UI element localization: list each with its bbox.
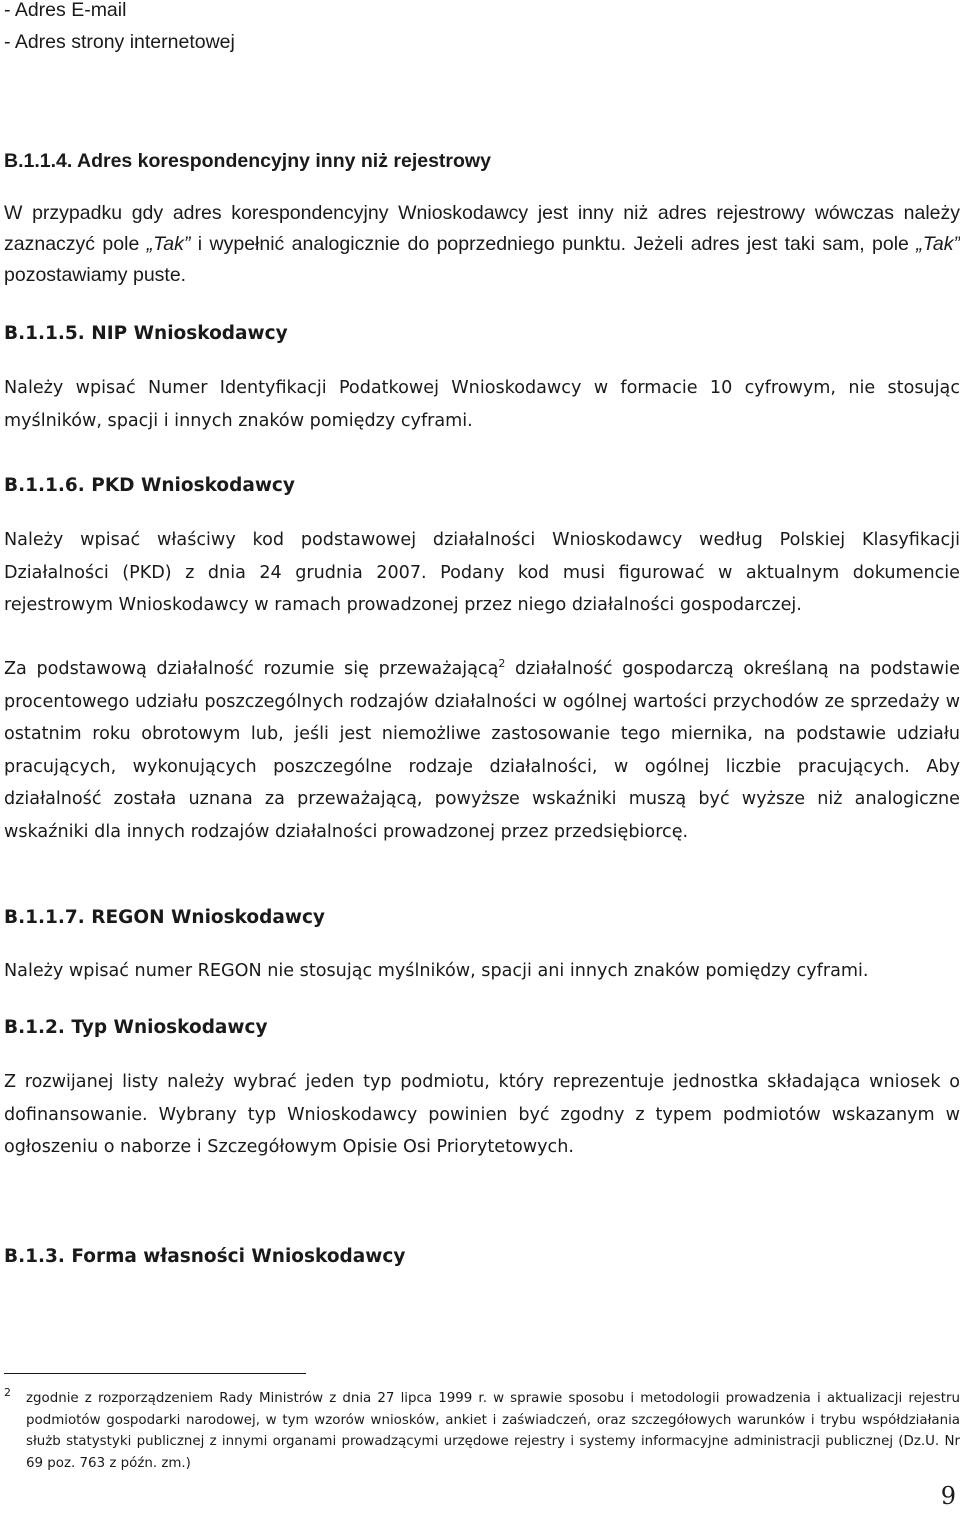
heading-b13: B.1.3. Forma własności Wnioskodawcy (4, 1246, 406, 1267)
footnote (4, 1388, 960, 1474)
footnote-mark: 2 (4, 1386, 11, 1399)
tak-field-label: „Tak” (146, 233, 191, 255)
footnote-reference: 2 (498, 657, 506, 671)
paragraph-b1115: Należy wpisać Numer Identyfikacji Podatkowej Wnioskodawcy w formacie 10 cyfrowym, nie stosując myślników, spacji i innych znaków pomiędzy cyframi. (4, 378, 960, 431)
heading-b1116: B.1.1.6. PKD Wnioskodawcy (4, 475, 295, 496)
footnote-separator (4, 1373, 306, 1374)
footnote-text: zgodnie z rozporządzeniem Rady Ministrów z dnia 27 lipca 1999 r. w sprawie sposobu i metodologii prowadzenia i aktualizacji rejestru podmiotów gospodarki narodowej, w tym wzorów wniosków, ankiet i zaświadczeń, oraz szczegółowych warunków i trybu współdziałania służb statystyki publicznej z innymi organami prowadzącymi urzędowe rejestry i systemy informacyjne administracji publicznej (Dz.U. Nr 69 poz. 763 z późn. zm.) (26, 1391, 960, 1471)
heading-b1117: B.1.1.7. REGON Wnioskodawcy (4, 907, 325, 928)
paragraph-b1117: Należy wpisać numer REGON nie stosując myślników, spacji ani innych znaków pomiędzy cyframi. (4, 961, 869, 981)
heading-b12: B.1.2. Typ Wnioskodawcy (4, 1017, 268, 1038)
heading-b1115: B.1.1.5. NIP Wnioskodawcy (4, 323, 288, 344)
heading-b1114: B.1.1.4. Adres korespondencyjny inny niż rejestrowy (4, 150, 491, 172)
paragraph-b1116-1: Należy wpisać właściwy kod podstawowej działalności Wnioskodawcy według Polskiej Klasyfikacji Działalności (PKD) z dnia 24 grudnia 2007. Podany kod musi figurować w aktualnym dokumencie rejestrowym Wnioskodawcy w ramach prowadzonej przez niego działalności gospodarczej. (4, 530, 960, 615)
page-number: 9 (940, 1482, 956, 1510)
paragraph-b1116-2: Za podstawową działalność rozumie się przeważającą$^2$ działalność gospodarczą określaną na podstawie procentowego udziału poszczególnych rodzajów działalności w ogólnej wartości przychodów ze sprzedaży w ostatnim roku obrotowym lub, jeśli jest niemożliwe zastosowanie tego miernika, na podstawie udziału pracujących, wykonujących poszczególne rodzaje działalności, w ogólnej liczbie pracujących. Aby działalność została uznana za przeważającą, powyższe wskaźniki muszą być wyższe niż analogiczne wskaźniki dla innych rodzajów działalności prowadzonej przez przedsiębiorcę. (4, 657, 960, 842)
line-website: - Adres strony internetowej (4, 31, 235, 53)
paragraph-b12: Z rozwijanej listy należy wybrać jeden typ podmiotu, który reprezentuje jednostka składająca wniosek o dofinansowanie. Wybrany typ Wnioskodawcy powinien być zgodny z typem podmiotów wskazanym w ogłoszeniu o naborze i Szczegółowym Opisie Osi Priorytetowych. (4, 1072, 960, 1157)
paragraph-b1114: W przypadku gdy adres korespondencyjny Wnioskodawcy jest inny niż adres rejestrowy wówczas należy zaznaczyć pole „Tak” i wypełnić analogicznie do poprzedniego punktu. Jeżeli adres jest taki sam, pole „Tak” pozostawiamy puste. (4, 202, 960, 286)
line-email: - Adres E-mail (4, 0, 127, 21)
tak-field-label: „Tak” (916, 233, 960, 255)
